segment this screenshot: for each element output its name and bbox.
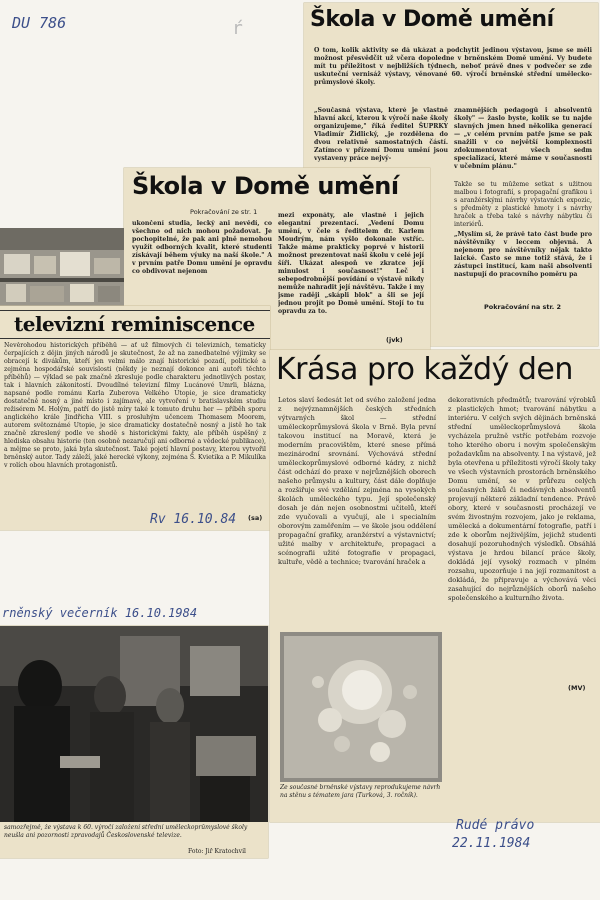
wall-design-caption: Ze současné brněnské výstavy reprodukujeme návrh na stěnu s tématem jara (Turková, 3. ročník). — [280, 784, 441, 799]
article-krasa-headline: Krása pro každý den — [276, 352, 573, 387]
article-tv-clipping — [0, 306, 270, 530]
sticker-mark: ŕ — [232, 18, 243, 39]
article-krasa-col1: Letos slaví šedesát let od svého založení jedna z nejvýznamnějších českých středních výtvarných škol — střední uměleckoprůmyslová škola v Brně. Byla první takovou institucí na Moravě, která je moderním pracovištěm, které snese přímá mezinárodní srovnání. Výchovává střední uměleckoprůmyslové odborné kádry, z nichž část odchází do praxe v nejrůznějších oborech našeho průmyslu a kultury, část dále doplňuje a rozšiřuje své vzdělání zejména na vysokých školách uměleckého typu. Její společenský dosah je dán nejen osobnostmi učitelů, kteří zde vyučovali a vyučují, ale i specialním oborovým zaměřením — ve škole jsou oddělení propagační grafiky, aranžérství a výstavnictví; užité malby v architektuře, propagaci a scénografii užité fotografie v propagaci, kultuře, vědě a technice; tvarování hraček a — [278, 396, 436, 566]
article-skola-cont-signature: (jvk) — [386, 336, 403, 344]
article-skola-col1: „Současná výstava, které je vlastně hlavní akcí, kterou k výročí naše školy organizujeme," říká ředitel ŠUPRKY Vladimír Židlický, „je rozdělena do dvou relativně samostatných částí. Zatímco v přízemí Domu umění jsou vystaveny práce nejvý- — [314, 107, 448, 162]
article-skola-cont-from: Pokračování ze str. 1 — [190, 208, 258, 216]
paper-name-rude-pravo: Rudé právo — [456, 818, 535, 833]
article-skola-cont-headline: Škola v Domě umění — [132, 172, 399, 200]
article-tv-signature: (sa) — [248, 514, 263, 522]
reference-code: DU 786 — [12, 14, 67, 32]
article-skola-col2: znamnějších pedagogů i absolventů školy" — žaslo byste, kolik se tu najde slavných jmen hned několika generací — „v celém prvním patře jsme se pak snažili v co největší komplexnosti zdokumentovat všech sedm specializací, které máme v současnosti v učebním plánu." — [454, 107, 592, 170]
article-skola-cont-col1: ukončení studia, lecký ani nevědí, co všechno od nich mohou požadovat. Je pochopitelné, že pak ani plně nemohou využít odborných kvalit, které studenti získávají během výuky na naší škole." A v prvním patře Domu umění je opravdu co obdivovat nejenom — [132, 220, 272, 275]
article-tv-rule-top — [0, 310, 270, 311]
article-skola-cont-col2: mezi exponáty, ale vlastně i jejich elegantní prezentací. „Vedení Domu umění, v čele s ředitelem dr. Karlem Moudrým, nám vyšlo dokonale vstříc. Takže máme prakticky poprvé v historii možnost prezentovat naši školu v celé její šíři. Ukázat alespoň ve zkratce její minulost i současnost!" Leč i sebepodrobnější povídání o výstavě nikdy nemůže nahradit její návštěvu. Takže i my jsme raději „skápli blok" a šli se její jednou projít po Domě umění. Stojí to tu opravdu za to. — [278, 212, 424, 315]
wall-design-photo — [280, 632, 442, 782]
tv-crew-credit: Foto: Jiř Kratochvíl — [188, 848, 246, 855]
article-skola-lead: O tom, kolik aktivity se dá ukázat a podchytit jedinou výstavou, jsme se měli možnost přesvědčit už včera dopoledne v brněnském Domě umění. Vy budete mít tu příležitost v nejbližších týdnech, neboť právě dnes v podvečer se zde uskuteční vernisáž výstavy, věnované 60. výročí brněnské střední umělecko-průmyslové školy. — [314, 47, 592, 86]
article-skola-headline: Škola v Domě umění — [310, 7, 554, 32]
tv-crew-photo — [0, 626, 268, 822]
article-krasa-clipping — [270, 350, 600, 822]
article-krasa-signature: (MV) — [568, 684, 586, 692]
article-skola-col2b: Takže se tu můžeme setkat s užitnou malbou i fotografií, s propagační grafikou i s aranžérskými návrhy výstavních expozic, s předměty z plastické hmoty i s návrhy hraček a třeba také s návrhy nábytku či interiérů. — [454, 181, 592, 228]
tv-crew-clipping — [0, 626, 268, 858]
date-handwritten-top: Rv 16.10.84 — [150, 512, 237, 527]
shelf-photo — [0, 228, 124, 306]
article-skola-col2c: „Myslím si, že právě tato část bude pro návštěvníky v leccem objevná. A nejenom pro návštěvníky nějak takto laické. Často se mne totiž stává, že i zástupci institucí, kam naši absolventi nastupují do pracovního poměru pa — [454, 231, 592, 278]
article-skola-continued: Pokračování na str. 2 — [484, 303, 561, 311]
tv-crew-caption: samozřejmě, že výstava k 60. výročí založení střední uměleckoprůmyslové školy neušla ani pozornosti zpravodajů Československé televize. — [4, 824, 248, 839]
article-tv-headline: televizní reminiscence — [14, 312, 255, 336]
paper-name-vecernik: rněnský večerník 16.10.1984 — [2, 606, 198, 620]
article-tv-body: Nevěrohodou historických příběhů — ať už filmových či televizních, tematicky čerpajících z dějin jiných národů je skutečnost, že až na zanedbatelné výjimky se obracejí k divákům, kteří jen velmi málo znají historické pozadí, politické a zejména hospodářské souvislosti (někdy je neznají dokonce ani autoři těchto příběhů) — výklad se pak značně zkresluje podle charakteru jednotlivých postav, tak i hlavních zákonitostí. Dvoudílné televizní filmy Lucánové Umrli, blázna, napsané podle románu Karla Zuberova Velkého Utopie, je sice dramaticky dostatečně nosný a jiné místo i zajímavé, ale vytvoření v bratislavském studiu režisérem M. Holým, patří do jistě míry také k tomuto druhu her — příběh sporu anglického krále Jindřicha VIII. s prosluhým učencem Thomasem Moorem, autorem světoznámé Utopie, je sice dramaticky dostatečně nosný a jistě ho tak značně zkreslený podle ve shodě s historickými fakty, ale příběh úspěšný z hlediska obsahu historie (ten osobně nezaručují ani odborné a vědecké publikace), a mějme se proto, jaká byla skutečnost. Také pojetí hlavní postavy, kterou vytvořil brněnský autor. Tady záleží, jaké herecké výkony, zejména Š. Kvietika a P. Mikulíka v rolích obou hlavních protagonistů. — [4, 342, 266, 469]
date-handwritten-bottom: 22.11.1984 — [452, 836, 531, 851]
article-tv-rule-bottom — [0, 338, 270, 339]
article-krasa-col2: dekorativních předmětů; tvarování výrobků z plastických hmot; tvarování nábytku a interiéru. V celých svých dějinách brněnská střední uměleckoprůmyslová škola vycházela pružně vstříc potřebám rozvoje toho kterého oboru i novým společenským požadavkům na absolventy. I na výstavě, jež byla otevřena u příležitosti výročí školy taky ve všech výstavních prostorách brněnského Domu umění, se v průřezu celých současných žáků či nedávných absolventů projevují některé základní tendence. Právě obory, které v současnosti procházejí ve svém živostným rozvojem, jako je reklama, umělecká a dokumentární fotografie, patří i zde k oborům nejživějším, jejichž studenti dosahují pozoruhodných výsledků. Obsáhlá výstava je hrdou bilancí práce školy, dokládá její vysoký rozmach v plném rozsahu, upozorňuje i na její rozmanitost a dokládá, že připravuje a výchovává věci zasahující do nejrůznějších oborů našeho společenského a kulturního života. — [448, 396, 596, 602]
